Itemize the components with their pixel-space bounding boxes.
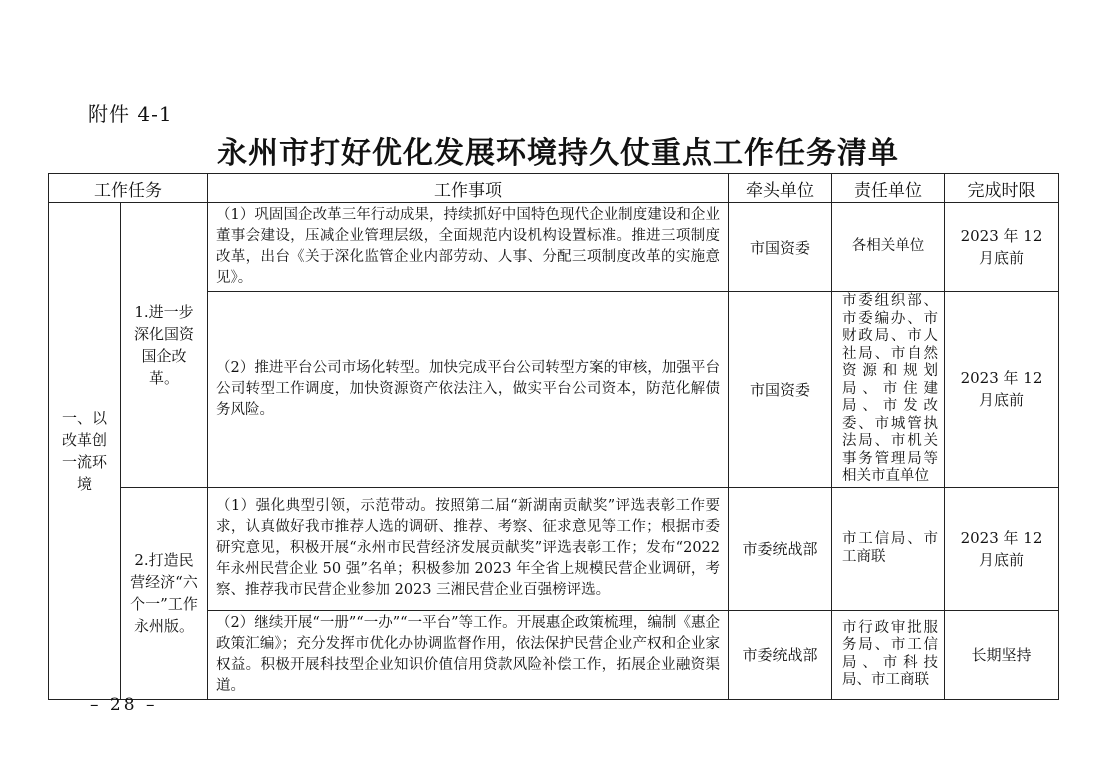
subtask-name: 2.打造民营经济“六个一”工作永州版。	[121, 487, 208, 699]
column-header: 工作事项	[208, 174, 729, 203]
work-item-description: （1）巩固国企改革三年行动成果，持续抓好中国特色现代企业制度建设和企业董事会建设，压减企业管理层级，全面规范内设机构设置标准。推进三项制度改革，出台《关于深化监管企业内部劳动、人事、分配三项制度改革的实施意见》。	[208, 203, 729, 292]
subtask-name: 1.进一步深化国资国企改革。	[121, 203, 208, 488]
table-row	[49, 203, 1059, 292]
responsible-units: 市行政审批服务局、市工信局、市科技局、市工商联	[832, 610, 945, 699]
task-table	[48, 173, 1059, 700]
deadline: 2023 年 12 月底前	[945, 292, 1059, 488]
document-title: 永州市打好优化发展环境持久仗重点工作任务清单	[217, 136, 899, 171]
table-row	[49, 487, 1059, 610]
attachment-label: 附件 4-1	[88, 102, 173, 126]
column-header: 牵头单位	[729, 174, 832, 203]
column-header: 完成时限	[945, 174, 1059, 203]
task-category: 一、以改革创一流环境	[49, 203, 121, 700]
deadline: 长期坚持	[945, 610, 1059, 699]
responsible-units: 市委组织部、市委编办、市财政局、市人社局、市自然资源和规划局、市住建局、市发改委、市城管执法局、市机关事务管理局等相关市直单位	[832, 292, 945, 488]
work-item-description: （2）推进平台公司市场化转型。加快完成平台公司转型方案的审核，加强平台公司转型工作调度，加快资源资产依法注入，做实平台公司资本，防范化解债务风险。	[208, 292, 729, 488]
column-header: 工作任务	[49, 174, 208, 203]
work-item-description: （1）强化典型引领，示范带动。按照第二届“新湖南贡献奖”评选表彰工作要求，认真做好我市推荐人选的调研、推荐、考察、征求意见等工作；根据市委研究意见，积极开展“永州市民营经济发展贡献奖”评选表彰工作；发布“2022 年永州民营企业 50 强”名单；积极参加 2023 年全省上规模民营企业调研，考察、推荐我市民营企业参加 2023 三湘民营企业百强榜评选。	[208, 487, 729, 610]
responsible-units: 各相关单位	[832, 203, 945, 292]
deadline: 2023 年 12 月底前	[945, 203, 1059, 292]
lead-unit: 市委统战部	[729, 487, 832, 610]
table-header-row	[49, 174, 1059, 203]
lead-unit: 市国资委	[729, 292, 832, 488]
work-item-description: （2）继续开展“一册”“一办”“一平台”等工作。开展惠企政策梳理，编制《惠企政策汇编》；充分发挥市优化办协调监督作用，依法保护民营企业产权和企业家权益。积极开展科技型企业知识价值信用贷款风险补偿工作，拓展企业融资渠道。	[208, 610, 729, 699]
page-number: – 28 –	[90, 695, 158, 715]
column-header: 责任单位	[832, 174, 945, 203]
lead-unit: 市国资委	[729, 203, 832, 292]
lead-unit: 市委统战部	[729, 610, 832, 699]
deadline: 2023 年 12 月底前	[945, 487, 1059, 610]
responsible-units: 市工信局、市工商联	[832, 487, 945, 610]
